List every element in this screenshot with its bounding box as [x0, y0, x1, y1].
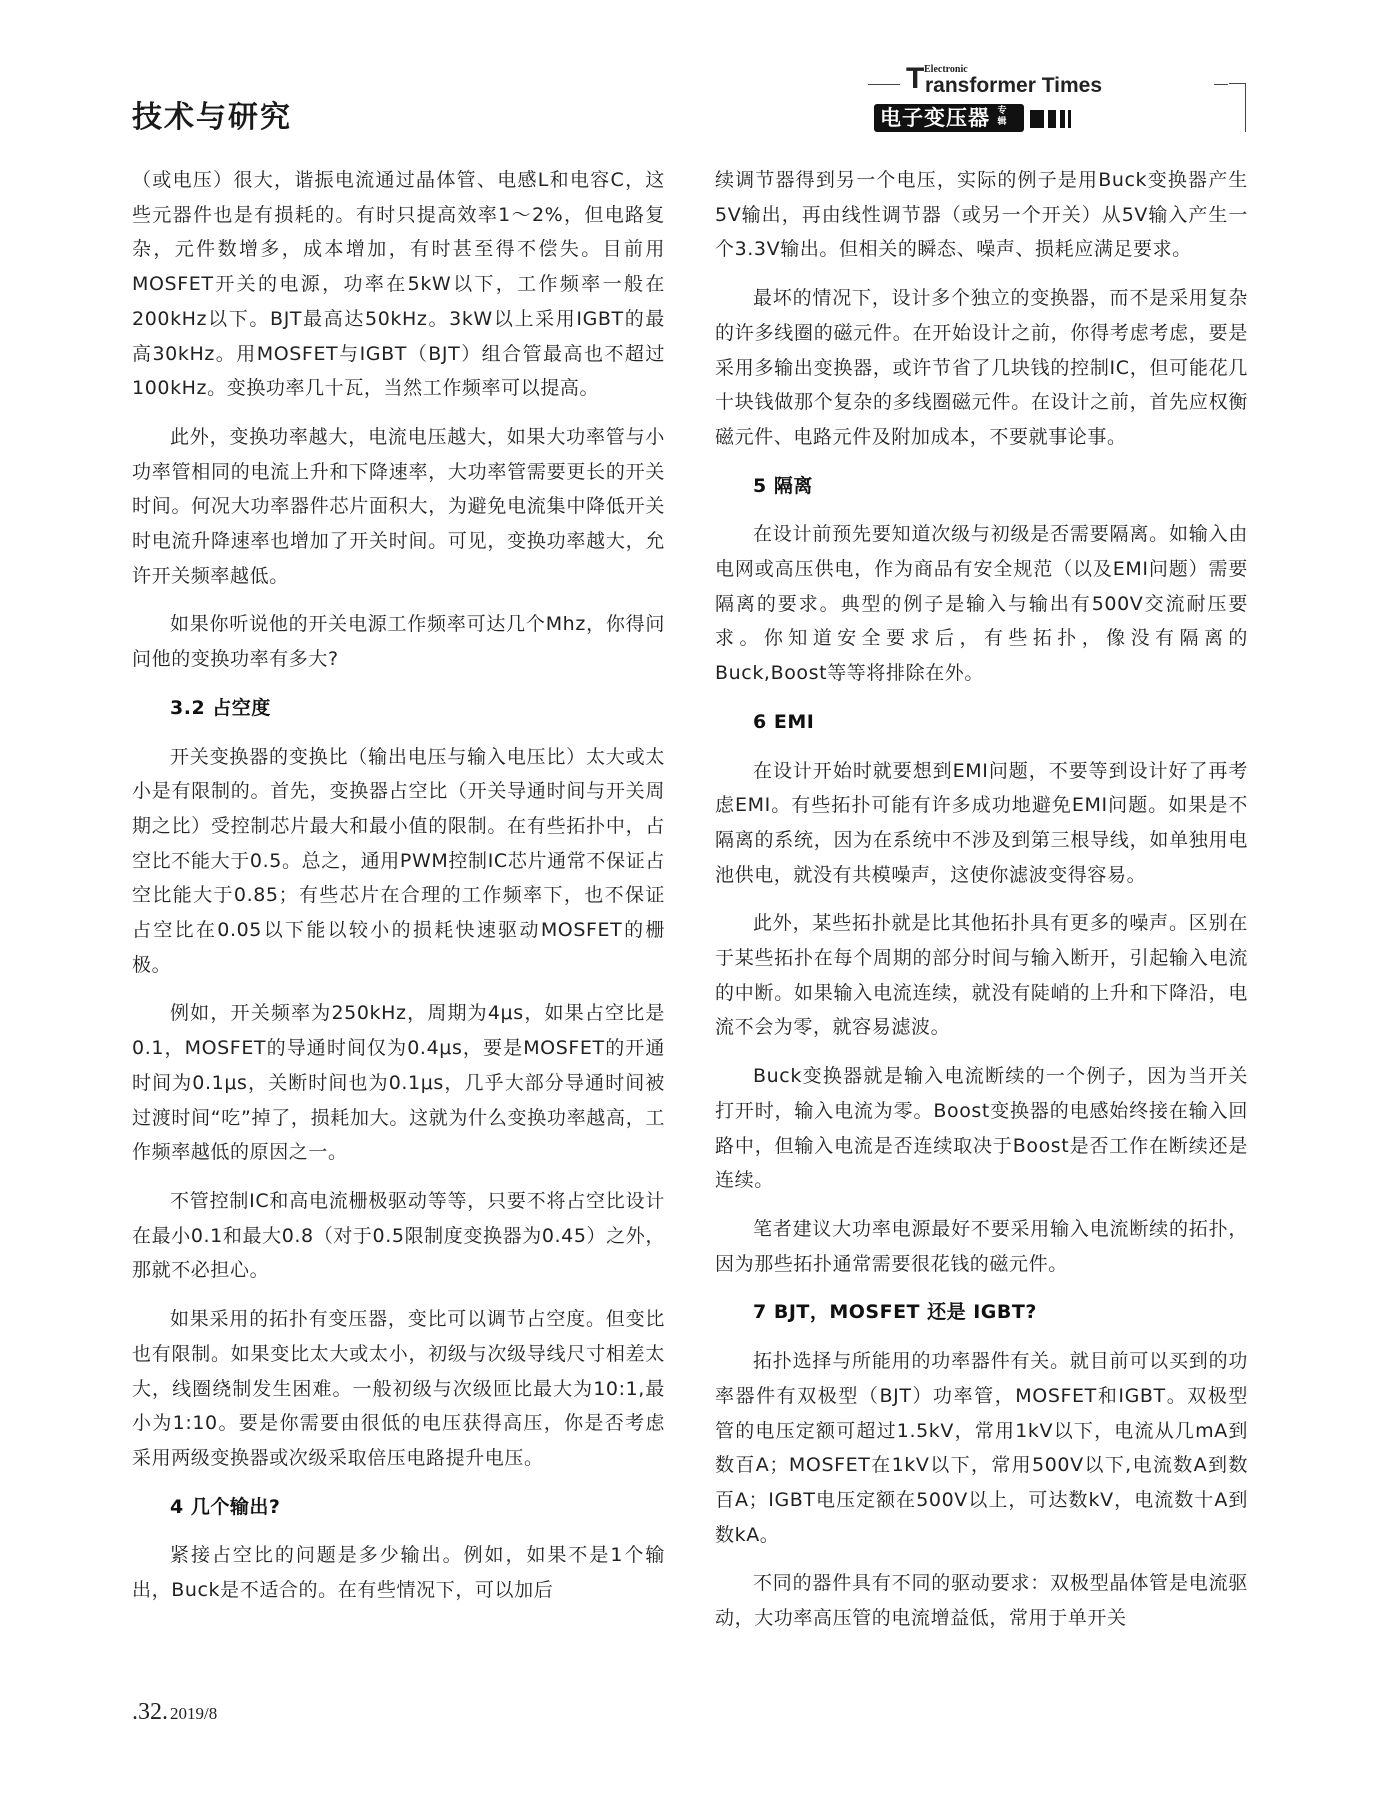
brand-initial: T [906, 62, 925, 95]
section-heading: 6 EMI [753, 710, 815, 733]
brand-rule-right [1214, 84, 1228, 85]
brand-electronic-label: Electronic [924, 64, 968, 75]
page-folio [132, 1699, 217, 1726]
section-heading: 4 几个输出? [170, 1495, 281, 1518]
paragraph: （或电压）很大，谐振电流通过晶体管、电感L和电容C，这些元器件也是有损耗的。有时只提高效率1～2%，但电路复杂，元件数增多，成本增加，有时甚至得不偿失。目前用MOSFET开关的电源，功率在5kW以下，工作频率一般在200kHz以下。BJT最高达50kHz。3kW以上采用IGBT的最高30kHz。用MOSFET与IGBT（BJT）组合管最高也不超过100kHz。变换功率几十瓦，当然工作频率可以提高。 [132, 169, 665, 400]
paragraph: 续调节器得到另一个电压，实际的例子是用Buck变换器产生5V输出，再由线性调节器（或另一个开关）从5V输入产生一个3.3V输出。但相关的瞬态、噪声、损耗应满足要求。 [715, 169, 1248, 261]
magazine-brand-logo [868, 62, 1252, 132]
paragraph: 不同的器件具有不同的驱动要求：双极型晶体管是电流驱动，大功率高压管的电流增益低，常用于单开关 [715, 1572, 1248, 1630]
paragraph: 笔者建议大功率电源最好不要采用输入电流断续的拓扑，因为那些拓扑通常需要很花钱的磁元件。 [715, 1217, 1248, 1275]
paragraph: 在设计开始时就要想到EMI问题，不要等到设计好了再考虑EMI。有些拓扑可能有许多成功地避免EMI问题。如果是不隔离的系统，因为在系统中不涉及到第三根导线，如单独用电池供电，就没有共模噪声，这使你滤波变得容易。 [715, 759, 1248, 886]
paragraph: 在设计前预先要知道次级与初级是否需要隔离。如输入由电网或高压供电，作为商品有安全规范（以及EMI问题）需要隔离的要求。典型的例子是输入与输出有500V交流耐压要求。你知道安全要求后，有些拓扑，像没有隔离的Buck,Boost等等将排除在外。 [715, 523, 1248, 685]
issue-date: 2019/8 [170, 1704, 218, 1723]
paragraph: 此外，某些拓扑就是比其他拓扑具有更多的噪声。区别在于某些拓扑在每个周期的部分时间与输入断开，引起输入电流的中断。如果输入电流连续，就没有陡峭的上升和下降沿，电流不会为零，就容易滤波。 [715, 912, 1248, 1039]
paragraph: 此外，变换功率越大，电流电压越大，如果大功率管与小功率管相同的电流上升和下降速率，大功率管需要更长的开关时间。何况大功率器件芯片面积大，为避免电流集中降低开关时电流升降速率也增加了开关时间。可见，变换功率越大，允许开关频率越低。 [132, 425, 665, 587]
section-title: 技术与研究 [132, 100, 292, 135]
section-heading: 7 BJT，MOSFET 还是 IGBT? [753, 1301, 1037, 1324]
brand-rule-left [868, 84, 900, 85]
paragraph: 开关变换器的变换比（输出电压与输入电压比）太大或太小是有限制的。首先，变换器占空比（开关导通时间与开关周期之比）受控制芯片最大和最小值的限制。在有些拓扑中，占空比不能大于0.5。总之，通用PWM控制IC芯片通常不保证占空比能大于0.85；有些芯片在合理的工作频率下，也不保证占空比在0.05以下能以较小的损耗快速驱动MOSFET的栅极。 [132, 745, 665, 976]
right-column [715, 163, 1248, 1636]
page-number: .32. [132, 1699, 168, 1725]
left-column [132, 163, 665, 1608]
brand-decorative-bars [1030, 110, 1090, 128]
brand-special-label: 专辑 [997, 106, 1007, 127]
paragraph: 如果你听说他的开关电源工作频率可达几个Mhz，你得问问他的变换功率有多大? [132, 613, 665, 671]
paragraph: 最坏的情况下，设计多个独立的变换器，而不是采用复杂的许多线圈的磁元件。在开始设计之前，你得考虑考虑，要是采用多输出变换器，或许节省了几块钱的控制IC，但可能花几十块钱做那个复杂的多线圈磁元件。在设计之前，首先应权衡磁元件、电路元件及附加成本，不要就事论事。 [715, 287, 1248, 448]
section-heading: 5 隔离 [753, 474, 813, 497]
paragraph: Buck变换器就是输入电流断续的一个例子，因为当开关打开时，输入电流为零。Boost变换器的电感始终接在输入回路中，但输入电流是否连续取决于Boost是否工作在断续还是连续。 [715, 1065, 1248, 1192]
section-heading: 3.2 占空度 [170, 696, 271, 719]
header-bracket [1229, 83, 1246, 132]
brand-chinese-title: 电子变压器 [880, 106, 990, 130]
paragraph: 例如，开关频率为250kHz，周期为4μs，如果占空比是0.1，MOSFET的导通时间仅为0.4μs，要是MOSFET的开通时间为0.1μs，关断时间也为0.1μs，几乎大部分导通时间被过渡时间“吃”掉了，损耗加大。这就为什么变换功率越高，工作频率越低的原因之一。 [132, 1002, 665, 1164]
paragraph: 拓扑选择与所能用的功率器件有关。就目前可以买到的功率器件有双极型（BJT）功率管，MOSFET和IGBT。双极型管的电压定额可超过1.5kV，常用1kV以下，电流从几mA到数百A；MOSFET在1kV以下，常用500V以下,电流数A到数百A；IGBT电压定额在500V以上，可达数kV，电流数十A到数kA。 [715, 1350, 1248, 1546]
brand-title: ransformer Times [925, 74, 1103, 97]
paragraph: 紧接占空比的问题是多少输出。例如，如果不是1个输出，Buck是不适合的。在有些情况下，可以加后 [132, 1544, 665, 1602]
paragraph: 不管控制IC和高电流栅极驱动等等，只要不将占空比设计在最小0.1和最大0.8（对于0.5限制度变换器为0.45）之外，那就不必担心。 [132, 1189, 665, 1282]
paragraph: 如果采用的拓扑有变压器，变比可以调节占空度。但变比也有限制。如果变比太大或太小，初级与次级导线尺寸相差太大，线圈绕制发生困难。一般初级与次级匝比最大为10:1,最小为1:10。要是你需要由很低的电压获得高压，你是否考虑采用两级变换器或次级采取倍压电路提升电压。 [132, 1308, 665, 1469]
